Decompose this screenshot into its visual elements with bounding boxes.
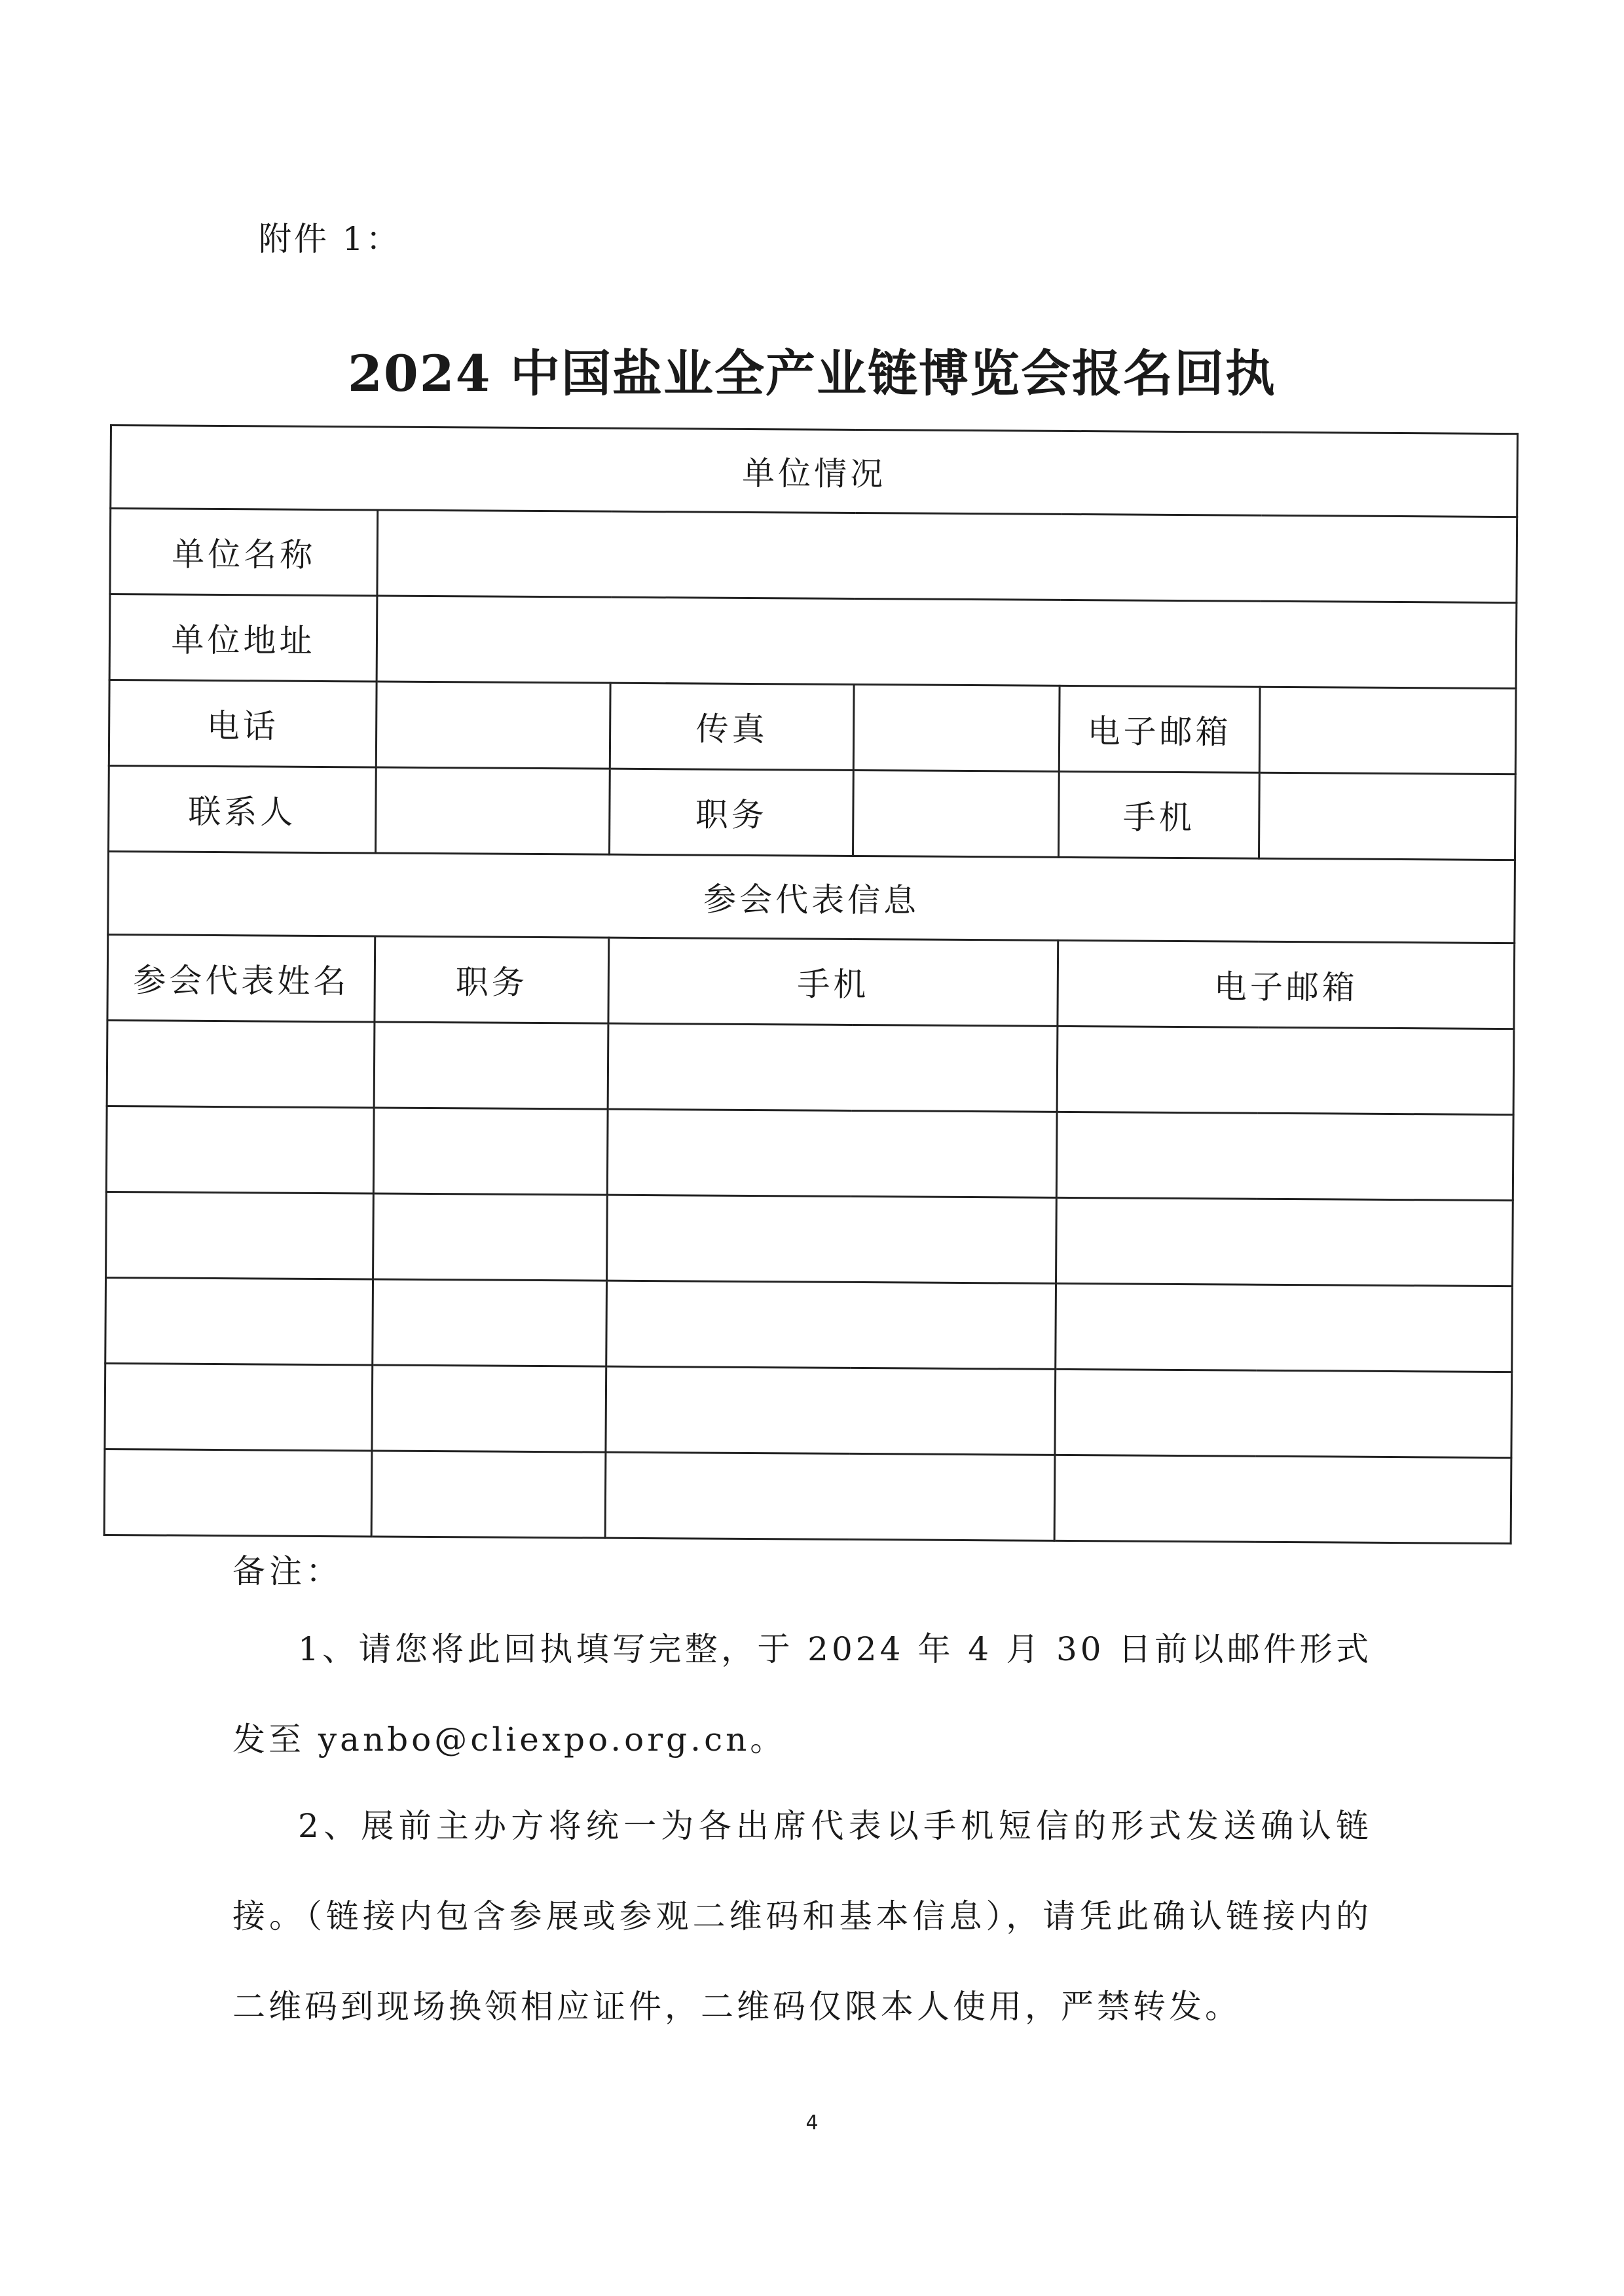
unit-section-header-row (111, 426, 1518, 517)
contact-label: 联系人 (109, 765, 377, 852)
unit-name-field[interactable] (377, 510, 1517, 603)
page-number: 4 (805, 2111, 819, 2134)
mobile-label: 手机 (1058, 771, 1259, 858)
delegate-columns-row (107, 934, 1515, 1029)
delegate-mobile-cell[interactable] (606, 1366, 1056, 1455)
delegate-email-cell[interactable] (1056, 1197, 1513, 1286)
delegate-name-cell[interactable] (105, 1277, 373, 1364)
remark-item-2: 2、展前主办方将统一为各出席代表以手机短信的形式发送确认链接。（链接内包含参展或参观二维码和基本信息），请凭此确认链接内的二维码到现场换领相应证件，二维码仅限本人使用，严禁转发。 (232, 1807, 1372, 2026)
delegate-row (105, 1277, 1513, 1372)
delegate-email-cell[interactable] (1056, 1283, 1513, 1372)
delegate-row (106, 1106, 1513, 1200)
delegate-row (104, 1449, 1511, 1543)
email-label: 电子邮箱 (1059, 685, 1260, 773)
delegate-mobile-cell[interactable] (607, 1195, 1057, 1283)
delegate-name-cell[interactable] (106, 1192, 374, 1279)
delegate-mobile-cell[interactable] (608, 1023, 1058, 1112)
delegate-mobile-header: 手机 (608, 938, 1058, 1026)
unit-name-row (110, 509, 1517, 603)
delegate-rows (104, 1020, 1514, 1543)
unit-address-row (109, 594, 1517, 689)
position-field[interactable] (853, 770, 1059, 857)
delegate-position-cell[interactable] (373, 1194, 608, 1281)
delegate-position-cell[interactable] (373, 1108, 608, 1195)
delegate-row (105, 1363, 1512, 1457)
delegate-section-header: 参会代表信息 (108, 851, 1515, 943)
unit-address-label: 单位地址 (109, 594, 377, 682)
position-label: 职务 (609, 769, 853, 856)
delegate-mobile-cell[interactable] (605, 1452, 1055, 1540)
delegate-mobile-cell[interactable] (607, 1109, 1057, 1197)
attachment-label: 附件 1： (259, 220, 401, 258)
delegate-position-cell[interactable] (374, 1022, 608, 1109)
remark-item-1: 1、请您将此回执填写完整，于 2024 年 4 月 30 日前以邮件形式发至 yanbo@cliexpo.org.cn。 (232, 1630, 1372, 1758)
phone-fax-email-row (109, 680, 1516, 774)
delegate-email-cell[interactable] (1054, 1455, 1511, 1543)
delegate-position-header: 职务 (375, 936, 609, 1023)
delegate-row (107, 1020, 1514, 1114)
phone-label: 电话 (109, 680, 377, 767)
delegate-row (106, 1192, 1513, 1286)
fax-field[interactable] (853, 684, 1060, 771)
delegate-email-header: 电子邮箱 (1058, 940, 1515, 1029)
unit-name-label: 单位名称 (110, 509, 378, 596)
delegate-position-cell[interactable] (372, 1365, 606, 1452)
form-title: 2024 中国盐业全产业链博览会报名回执 (348, 344, 1276, 403)
remarks-label: 备注： (232, 1552, 342, 1590)
delegate-name-cell[interactable] (104, 1449, 372, 1536)
delegate-email-cell[interactable] (1057, 1026, 1514, 1114)
unit-section-header: 单位情况 (111, 426, 1518, 517)
unit-address-field[interactable] (377, 596, 1517, 689)
delegate-section-header-row (108, 851, 1515, 943)
mobile-field[interactable] (1259, 773, 1515, 860)
email-field[interactable] (1259, 687, 1516, 774)
delegate-position-cell[interactable] (371, 1451, 606, 1538)
contact-position-mobile-row (109, 765, 1516, 860)
delegate-mobile-cell[interactable] (606, 1281, 1056, 1369)
delegate-name-header: 参会代表姓名 (107, 934, 375, 1021)
delegate-name-cell[interactable] (107, 1020, 375, 1107)
delegate-position-cell[interactable] (373, 1279, 607, 1366)
phone-field[interactable] (376, 682, 610, 769)
contact-field[interactable] (376, 767, 610, 854)
delegate-email-cell[interactable] (1055, 1369, 1512, 1457)
delegate-email-cell[interactable] (1056, 1112, 1513, 1200)
registration-form-table (103, 424, 1519, 1544)
delegate-name-cell[interactable] (105, 1363, 373, 1450)
delegate-name-cell[interactable] (106, 1106, 374, 1193)
fax-label: 传真 (610, 683, 854, 770)
